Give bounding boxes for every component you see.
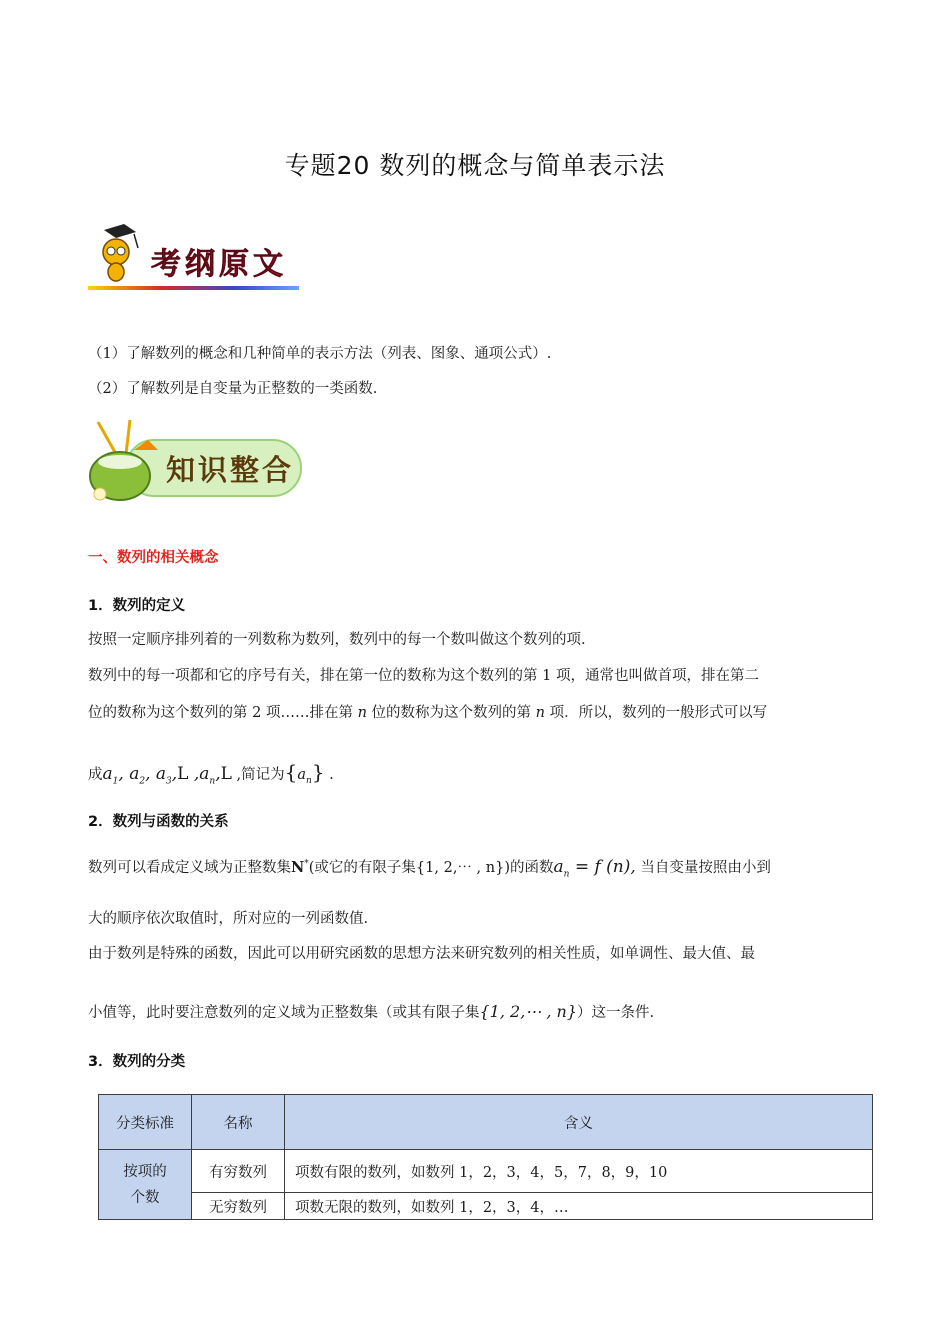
subsection-heading-1: 1．数列的定义 [88, 598, 186, 614]
subsection-heading-2: 2．数列与函数的关系 [88, 814, 229, 830]
classification-table [98, 1094, 873, 1220]
table-header-criterion: 分类标准 [99, 1095, 192, 1150]
special-function-line1: 由于数列是特殊的函数，因此可以用研究函数的思想方法来研究数列的相关性质，如单调性、最大值、最 [88, 946, 755, 962]
table-cell-meaning: 项数有限的数列，如数列 1，2，3，4，5，7，8，9，10 [285, 1150, 873, 1193]
table-header-name: 名称 [192, 1095, 285, 1150]
knowledge-badge-label: 知识整合 [166, 453, 295, 487]
table-row [99, 1193, 873, 1220]
page-title: 专题20 数列的概念与简单表示法 [284, 151, 666, 180]
table-header-meaning: 含义 [285, 1095, 873, 1150]
outline-badge-label: 考纲原文 [151, 247, 287, 282]
sequence-expression: $a_1$, $a_2$, $a_3,L$ $,a_n,L$ [102, 764, 232, 787]
definition-paragraph: 按照一定顺序排列着的一列数称为数列，数列中的每一个数叫做这个数列的项. [88, 632, 586, 648]
mascot-icon [103, 224, 138, 281]
subsection-heading-3: 3．数列的分类 [88, 1054, 186, 1070]
ordering-paragraph-line1: 数列中的每一项都和它的序号有关，排在第一位的数称为这个数列的第 1 项，通常也叫做首项，排在第二 [88, 668, 759, 684]
table-cell-name: 无穷数列 [192, 1193, 285, 1220]
knowledge-badge [86, 420, 306, 508]
table-group-cell: 按项的 个数 [99, 1150, 192, 1220]
special-function-line2: 小值等，此时要注意数列的定义域为正整数集（或其有限子集{1, 2,⋯ , n}）这一条件. [88, 1002, 655, 1021]
function-relation-line2: 大的顺序依次取值时，所对应的一列函数值. [88, 911, 369, 927]
table-row [99, 1150, 873, 1193]
outline-item-2: （2）了解数列是自变量为正整数的一类函数. [88, 381, 378, 397]
outline-badge [86, 222, 301, 294]
table-cell-name: 有穷数列 [192, 1150, 285, 1193]
general-form-line: 成$a_1$, $a_2$, $a_3,L$ $,a_n,L$ ,简记为$\{a_n\}$ . [88, 760, 334, 787]
function-relation-line1: 数列可以看成定义域为正整数集N*(或它的有限子集{1, 2,⋯ , n})的函数$a_n = f$ (n), 当自变量按照由小到 [88, 857, 771, 880]
ordering-paragraph-line2: 位的数称为这个数列的第 2 项……排在第 n 位的数称为这个数列的第 n 项．所以，数列的一般形式可以写 [88, 705, 768, 721]
table-cell-meaning: 项数无限的数列，如数列 1，2，3，4，… [285, 1193, 873, 1220]
section-heading: 一、数列的相关概念 [88, 550, 219, 566]
outline-item-1: （1）了解数列的概念和几种简单的表示方法（列表、图象、通项公式）. [88, 346, 552, 362]
